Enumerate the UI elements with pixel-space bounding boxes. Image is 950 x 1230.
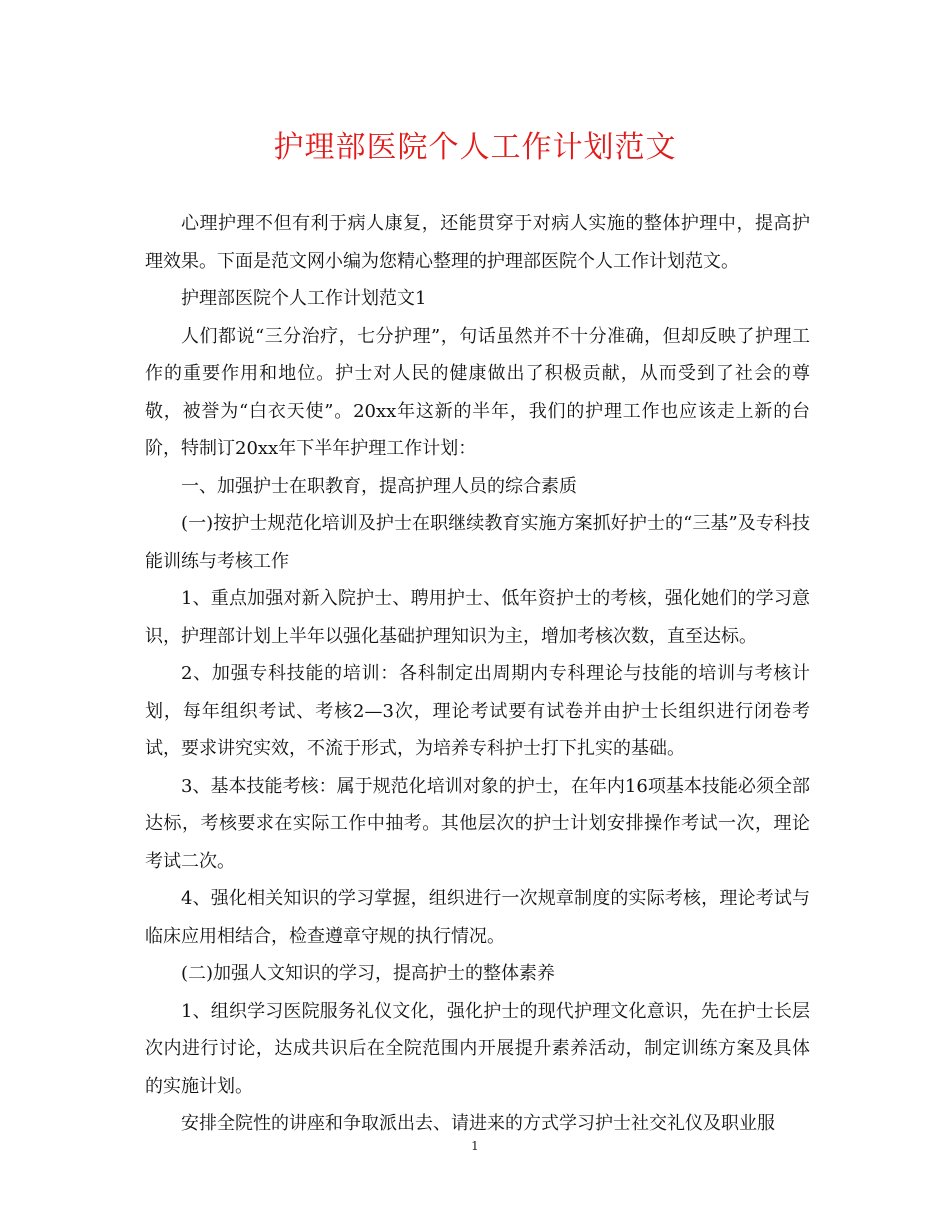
paragraph-item-5: 1、组织学习医院服务礼仪文化，强化护士的现代护理文化意识，先在护士长层次内进行讨论，达成共识后在全院范围内开展提升素养活动，制定训练方案及具体的实施计划。 xyxy=(145,1000,810,1097)
document-body xyxy=(145,205,810,1143)
paragraph-intro: 心理护理不但有利于病人康复，还能贯穿于对病人实施的整体护理中，提高护理效果。下面是范文网小编为您精心整理的护理部医院个人工作计划范文。 xyxy=(145,213,810,272)
paragraph-subheading-two: (二)加强人文知识的学习，提高护士的整体素养 xyxy=(181,963,556,984)
paragraph-item-4: 4、强化相关知识的学习掌握，组织进行一次规章制度的实际考核，理论考试与临床应用相结合，检查遵章守规的执行情况。 xyxy=(145,888,810,947)
document-title: 护理部医院个人工作计划范文 xyxy=(273,130,677,165)
paragraph-continuation: 安排全院性的讲座和争取派出去、请进来的方式学习护士社交礼仪及职业服 xyxy=(181,1113,775,1134)
page-number: 1 xyxy=(471,1139,479,1153)
paragraph-item-2: 2、加强专科技能的培训：各科制定出周期内专科理论与技能的培训与考核计划，每年组织考试、考核2—3次，理论考试要有试卷并由护士长组织进行闭卷考试，要求讲究实效，不流于形式，为培养专科护士打下扎实的基础。 xyxy=(145,663,810,759)
paragraph-item-1: 1、重点加强对新入院护士、聘用护士、低年资护士的考核，强化她们的学习意识，护理部计划上半年以强化基础护理知识为主，增加考核次数，直至达标。 xyxy=(145,588,810,647)
paragraph-subheading-one: (一)按护士规范化培训及护士在职继续教育实施方案抓好护士的“三基”及专科技能训练与考核工作 xyxy=(145,513,810,572)
paragraph-section-heading: 护理部医院个人工作计划范文1 xyxy=(181,288,427,309)
paragraph-heading-one: 一、加强护士在职教育，提高护理人员的综合素质 xyxy=(181,475,577,497)
paragraph-overview: 人们都说“三分治疗，七分护理”，句话虽然并不十分准确，但却反映了护理工作的重要作用和地位。护士对人民的健康做出了积极贡献，从而受到了社会的尊敬，被誉为“白衣天使”。20xx年这新的半年，我们的护理工作也应该走上新的台阶，特制订20xx年下半年护理工作计划： xyxy=(145,325,810,459)
paragraph-item-3: 3、基本技能考核：属于规范化培训对象的护士，在年内16项基本技能必须全部达标，考核要求在实际工作中抽考。其他层次的护士计划安排操作考试一次，理论考试二次。 xyxy=(145,775,810,872)
